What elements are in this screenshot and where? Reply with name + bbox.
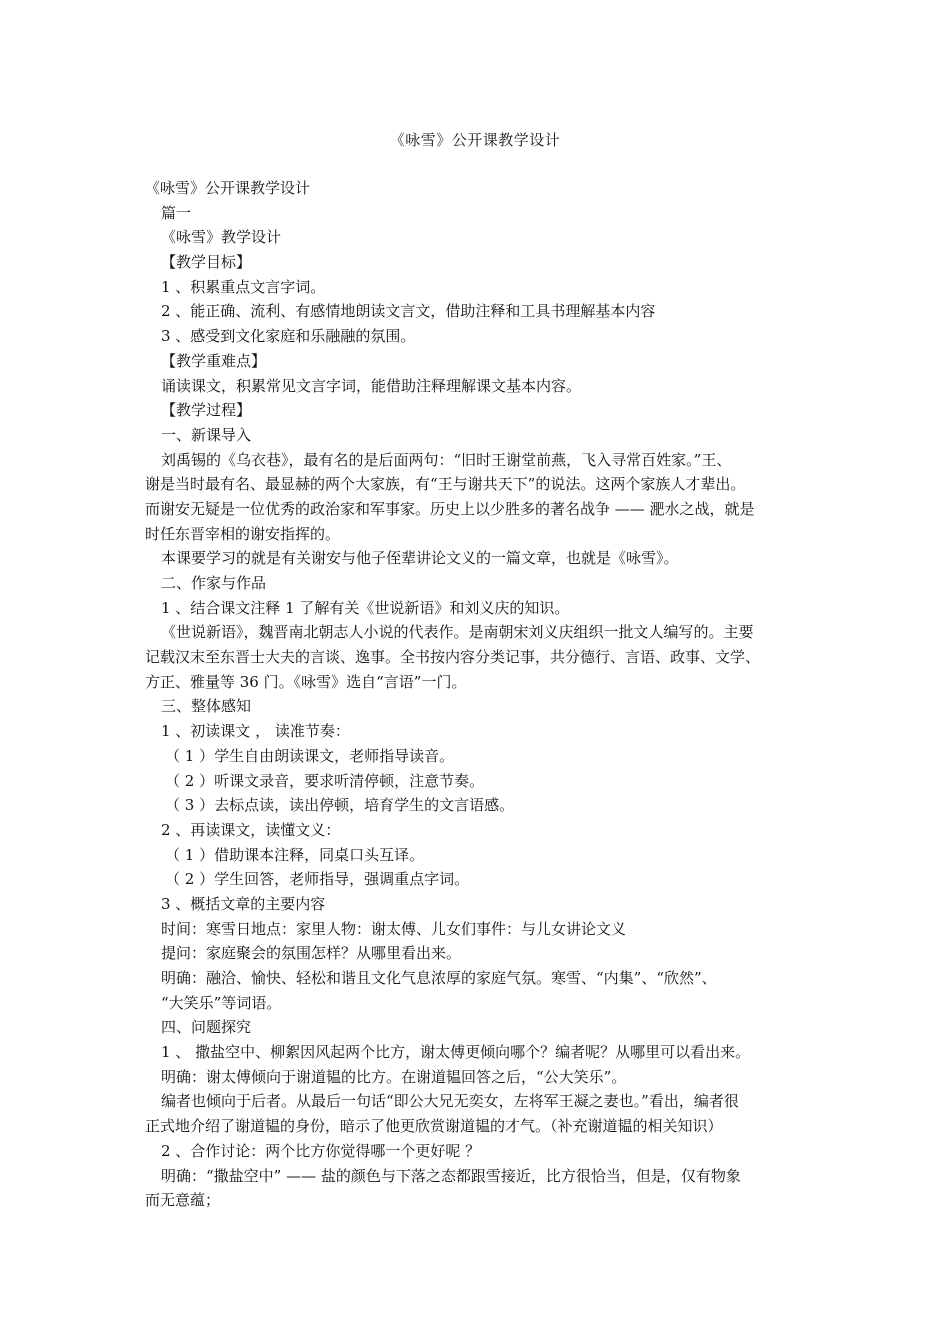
paragraph-line: 记载汉末至东晋士大夫的言谈、逸事。全书按内容分类记事，共分德行、言语、政事、文学、 — [145, 648, 761, 667]
paragraph-line: 明确：谢太傅倾向于谢道韫的比方。在谢道韫回答之后，“公大笑乐”。 — [161, 1067, 627, 1086]
paragraph-line: 谢是当时最有名、最显赫的两个大家族，有“王与谢共天下”的说法。这两个家族人才辈出。 — [145, 475, 746, 494]
paragraph-line: 提问：家庭聚会的氛围怎样？从哪里看出来。 — [161, 944, 462, 963]
subheading: 《咏雪》教学设计 — [161, 228, 282, 247]
paragraph-line: 1 、结合课文注释 1 了解有关《世说新语》和刘义庆的知识。 — [161, 598, 570, 617]
list-item: （ 1 ）学生自由朗读课文，老师指导读音。 — [165, 746, 455, 765]
section-label: 篇一 — [161, 203, 192, 222]
list-item: （ 3 ）去标点读，读出停顿，培育学生的文言语感。 — [165, 796, 515, 815]
list-item: 1 、初读课文 ， 读准节奏： — [161, 722, 350, 741]
paragraph-line: 《世说新语》，魏晋南北朝志人小说的代表作。是南朝宋刘义庆组织一批文人编写的。主要 — [161, 623, 754, 642]
goal-item: 3 、感受到文化家庭和乐融融的氛围。 — [161, 327, 416, 346]
step-heading: 三、整体感知 — [161, 697, 252, 716]
list-item: （ 1 ）借助课本注释，同桌口头互译。 — [165, 845, 425, 864]
paragraph-line: 方正、雅量等 36 门。《咏雪》选自“言语”一门。 — [145, 672, 467, 691]
section-heading-difficulty: 【教学重难点】 — [161, 351, 267, 370]
list-item: （ 2 ）学生回答，老师指导，强调重点字词。 — [165, 870, 470, 889]
goal-item: 1 、积累重点文言字词。 — [161, 277, 326, 296]
paragraph-line: 刘禹锡的《乌衣巷》，最有名的是后面两句：“旧时王谢堂前燕，飞入寻常百姓家。”王、 — [161, 450, 732, 469]
paragraph-line: 而无意蕴； — [145, 1191, 221, 1210]
doc-heading: 《咏雪》公开课教学设计 — [145, 179, 311, 197]
paragraph-line: 正式地介绍了谢道韫的身份，暗示了他更欣赏谢道韫的才气。（补充谢道韫的相关知识） — [145, 1117, 723, 1136]
page-title: 《咏雪》公开课教学设计 — [389, 131, 561, 149]
list-item: 1 、 撒盐空中、柳絮因风起两个比方，谢太傅更倾向哪个？编者呢？从哪里可以看出来。 — [161, 1043, 751, 1062]
paragraph-line: 而谢安无疑是一位优秀的政治家和军事家。历史上以少胜多的著名战争 —— 淝水之战，就是 — [145, 499, 755, 518]
step-heading: 二、作家与作品 — [161, 574, 267, 592]
paragraph-line: “大笑乐”等词语。 — [161, 993, 282, 1012]
step-heading: 四、问题探究 — [161, 1018, 252, 1037]
list-item: 3 、概括文章的主要内容 — [161, 894, 326, 913]
paragraph-line: 明确：融洽、愉快、轻松和谐且文化气息浓厚的家庭气氛。寒雪、“内集”、“欣然”、 — [161, 969, 717, 987]
paragraph-line: 时任东晋宰相的谢安指挥的。 — [145, 524, 341, 543]
paragraph-line: 本课要学习的就是有关谢安与他子侄辈讲论文义的一篇文章，也就是《咏雪》。 — [161, 549, 679, 568]
section-heading-process: 【教学过程】 — [161, 401, 252, 420]
section-heading-goals: 【教学目标】 — [161, 253, 252, 272]
paragraph-line: 明确：“撒盐空中” —— 盐的颜色与下落之态都跟雪接近，比方很恰当，但是，仅有物象 — [161, 1166, 741, 1185]
step-heading: 一、新课导入 — [161, 425, 252, 444]
paragraph-line: 时间：寒雪日地点：家里人物：谢太傅、儿女们事件：与儿女讲论文义 — [161, 919, 627, 938]
document-body — [145, 176, 805, 1213]
paragraph-line: 诵读课文，积累常见文言字词，能借助注释理解课文基本内容。 — [161, 376, 582, 395]
goal-item: 2 、能正确、流利、有感情地朗读文言文，借助注释和工具书理解基本内容 — [161, 302, 656, 321]
paragraph-line: 编者也倾向于后者。从最后一句话“即公大兄无奕女，左将军王凝之妻也。”看出，编者很 — [161, 1092, 739, 1111]
list-item: 2 、合作讨论：两个比方你觉得哪一个更好呢 ？ — [161, 1141, 481, 1160]
list-item: （ 2 ）听课文录音，要求听清停顿，注意节奏。 — [165, 771, 485, 790]
list-item: 2 、再读课文，读懂文义： — [161, 820, 341, 839]
